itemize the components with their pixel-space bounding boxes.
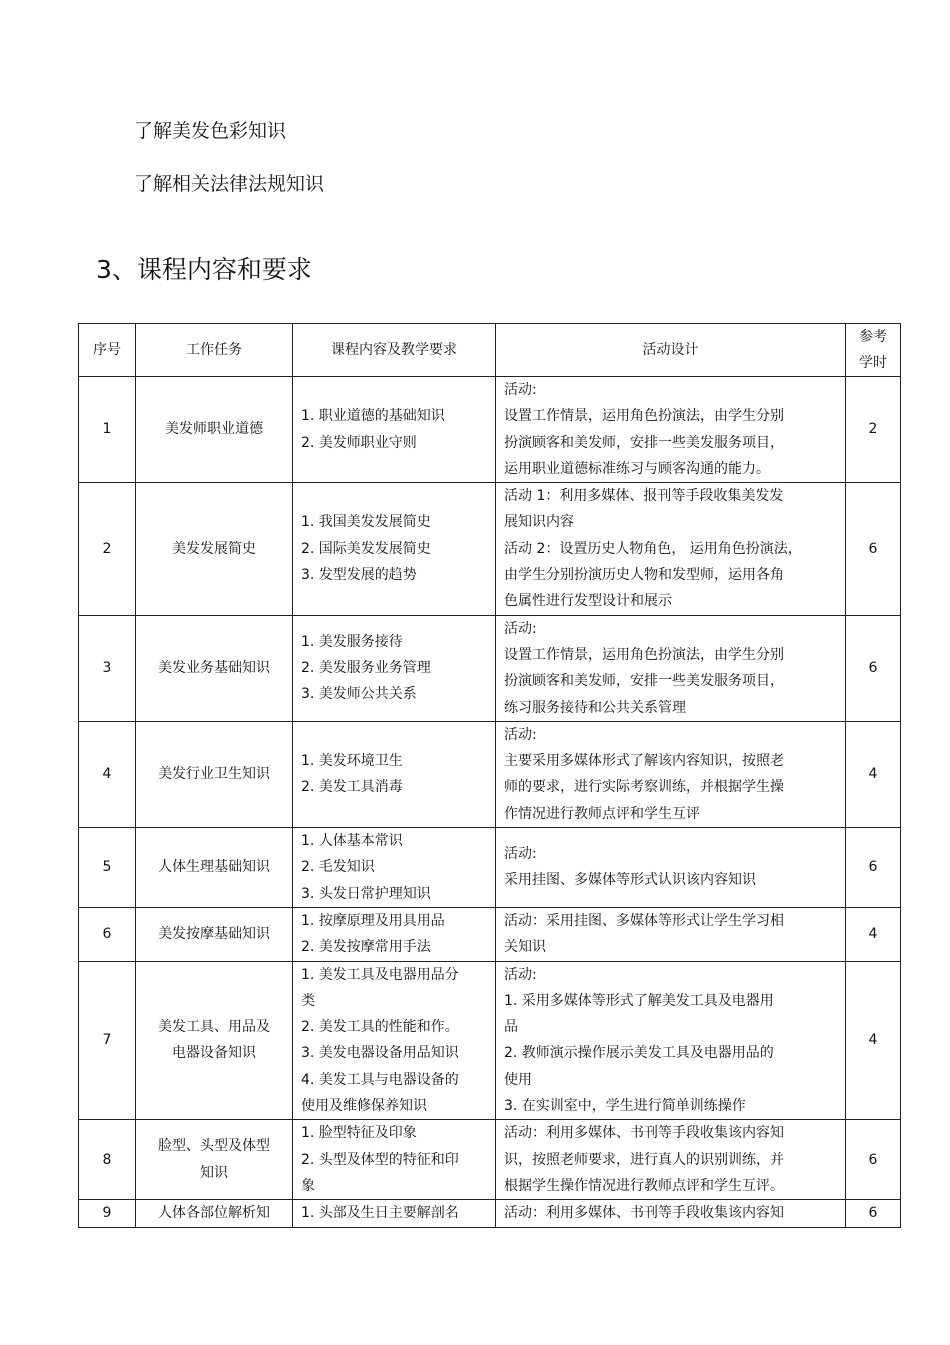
cell-activity: 活动: 设置工作情景，运用角色扮演法，由学生分别 扮演顾客和美发师，安排一些美发服务项目， 练习服务接待和公共关系管理 xyxy=(504,620,784,716)
header-content: 课程内容及教学要求 xyxy=(293,324,496,377)
cell-content: 1. 按摩原理及用具用品 2. 美发按摩常用手法 xyxy=(301,912,445,956)
cell-activity: 活动: 主要采用多媒体形式了解该内容知识，按照老 师的要求，进行实际考察训练，并根据学生操 作情况进行教师点评和学生互评 xyxy=(504,726,784,822)
cell-no: 2 xyxy=(102,540,112,557)
cell-task: 人体各部位解析知 xyxy=(158,1205,270,1222)
cell-hours: 4 xyxy=(868,1032,878,1049)
cell-task: 脸型、头型及体型 知识 xyxy=(158,1138,270,1181)
cell-content: 1. 职业道德的基础知识 2. 美发师职业守则 xyxy=(301,408,445,451)
cell-task: 美发业务基础知识 xyxy=(158,660,270,677)
cell-hours: 6 xyxy=(868,1205,878,1222)
cell-no: 5 xyxy=(102,859,112,876)
cell-task: 美发师职业道德 xyxy=(165,421,263,438)
cell-activity: 活动：采用挂图、多媒体等形式让学生学习相 关知识 xyxy=(504,912,784,956)
header-activity: 活动设计 xyxy=(496,324,846,377)
cell-no: 3 xyxy=(102,660,112,677)
intro-line-law-knowledge: 了解相关法律法规知识 xyxy=(134,173,325,195)
cell-no: 6 xyxy=(102,926,112,943)
cell-task: 美发发展简史 xyxy=(172,540,256,557)
intro-line-color-knowledge: 了解美发色彩知识 xyxy=(134,120,287,142)
cell-content: 1. 我国美发发展简史 2. 国际美发发展简史 3. 发型发展的趋势 xyxy=(301,514,431,584)
cell-no: 4 xyxy=(102,766,112,783)
cell-content: 1. 美发工具及电器用品分 类 2. 美发工具的性能和作。 3. 美发电器设备用品知识 4. 美发工具与电器设备的 使用及维修保养知识 xyxy=(301,966,459,1115)
cell-activity: 活动: 设置工作情景，运用角色扮演法，由学生分别 扮演顾客和美发师，安排一些美发服务项目， 运用职业道德标准练习与顾客沟通的能力。 xyxy=(504,382,784,477)
table-row xyxy=(79,721,901,827)
cell-content: 1. 脸型特征及印象 2. 头型及体型的特征和印 象 xyxy=(301,1125,459,1194)
cell-activity: 活动：利用多媒体、书刊等手段收集该内容知 识，按照老师要求，进行真人的识别训练，并 根据学生操作情况进行教师点评和学生互评。 xyxy=(504,1125,784,1194)
cell-task: 美发按摩基础知识 xyxy=(158,926,270,943)
cell-hours: 4 xyxy=(868,926,878,943)
cell-task: 美发行业卫生知识 xyxy=(158,766,270,783)
cell-content: 1. 美发环境卫生 2. 美发工具消毒 xyxy=(301,753,403,796)
table-row xyxy=(79,828,901,908)
cell-no: 8 xyxy=(102,1151,112,1168)
cell-hours: 6 xyxy=(868,1151,878,1168)
cell-content: 1. 美发服务接待 2. 美发服务业务管理 3. 美发师公共关系 xyxy=(301,633,431,703)
cell-activity: 活动: 1. 采用多媒体等形式了解美发工具及电器用 品 2. 教师演示操作展示美发工具及电器用品的 使用 3. 在实训室中，学生进行简单训练操作 xyxy=(504,966,774,1115)
table-header-row xyxy=(79,324,901,377)
cell-no: 1 xyxy=(102,421,112,438)
table-row xyxy=(79,961,901,1120)
cell-hours: 6 xyxy=(868,660,878,677)
cell-content: 1. 头部及生日主要解剖名 xyxy=(301,1205,459,1222)
cell-activity: 活动: 采用挂图、多媒体等形式认识该内容知识 xyxy=(504,846,756,889)
cell-activity: 活动 1：利用多媒体、报刊等手段收集美发发 展知识内容 活动 2：设置历史人物角色， 运用角色扮演法， 由学生分别扮演历史人物和发型师，运用各角 色属性进行发型设计和展示 xyxy=(504,488,802,610)
header-task: 工作任务 xyxy=(136,324,293,377)
cell-hours: 4 xyxy=(868,766,878,783)
header-no: 序号 xyxy=(79,324,136,377)
cell-no: 9 xyxy=(102,1205,112,1222)
header-hours: 参考 学时 xyxy=(859,329,887,371)
cell-task: 人体生理基础知识 xyxy=(158,859,270,876)
cell-hours: 6 xyxy=(868,540,878,557)
cell-hours: 6 xyxy=(868,859,878,876)
table-row xyxy=(79,377,901,483)
cell-hours: 2 xyxy=(868,421,878,438)
table-row xyxy=(79,483,901,615)
table-row xyxy=(79,1120,901,1200)
table-row xyxy=(79,615,901,721)
cell-task: 美发工具、用品及 电器设备知识 xyxy=(158,1019,270,1062)
section-heading: 3、课程内容和要求 xyxy=(96,255,312,284)
cell-activity: 活动：利用多媒体、书刊等手段收集该内容知 xyxy=(504,1205,784,1222)
table-row xyxy=(79,1200,901,1227)
cell-no: 7 xyxy=(102,1032,112,1049)
table-row xyxy=(79,907,901,961)
course-content-table xyxy=(78,323,901,1228)
cell-content: 1. 人体基本常识 2. 毛发知识 3. 头发日常护理知识 xyxy=(301,833,431,902)
